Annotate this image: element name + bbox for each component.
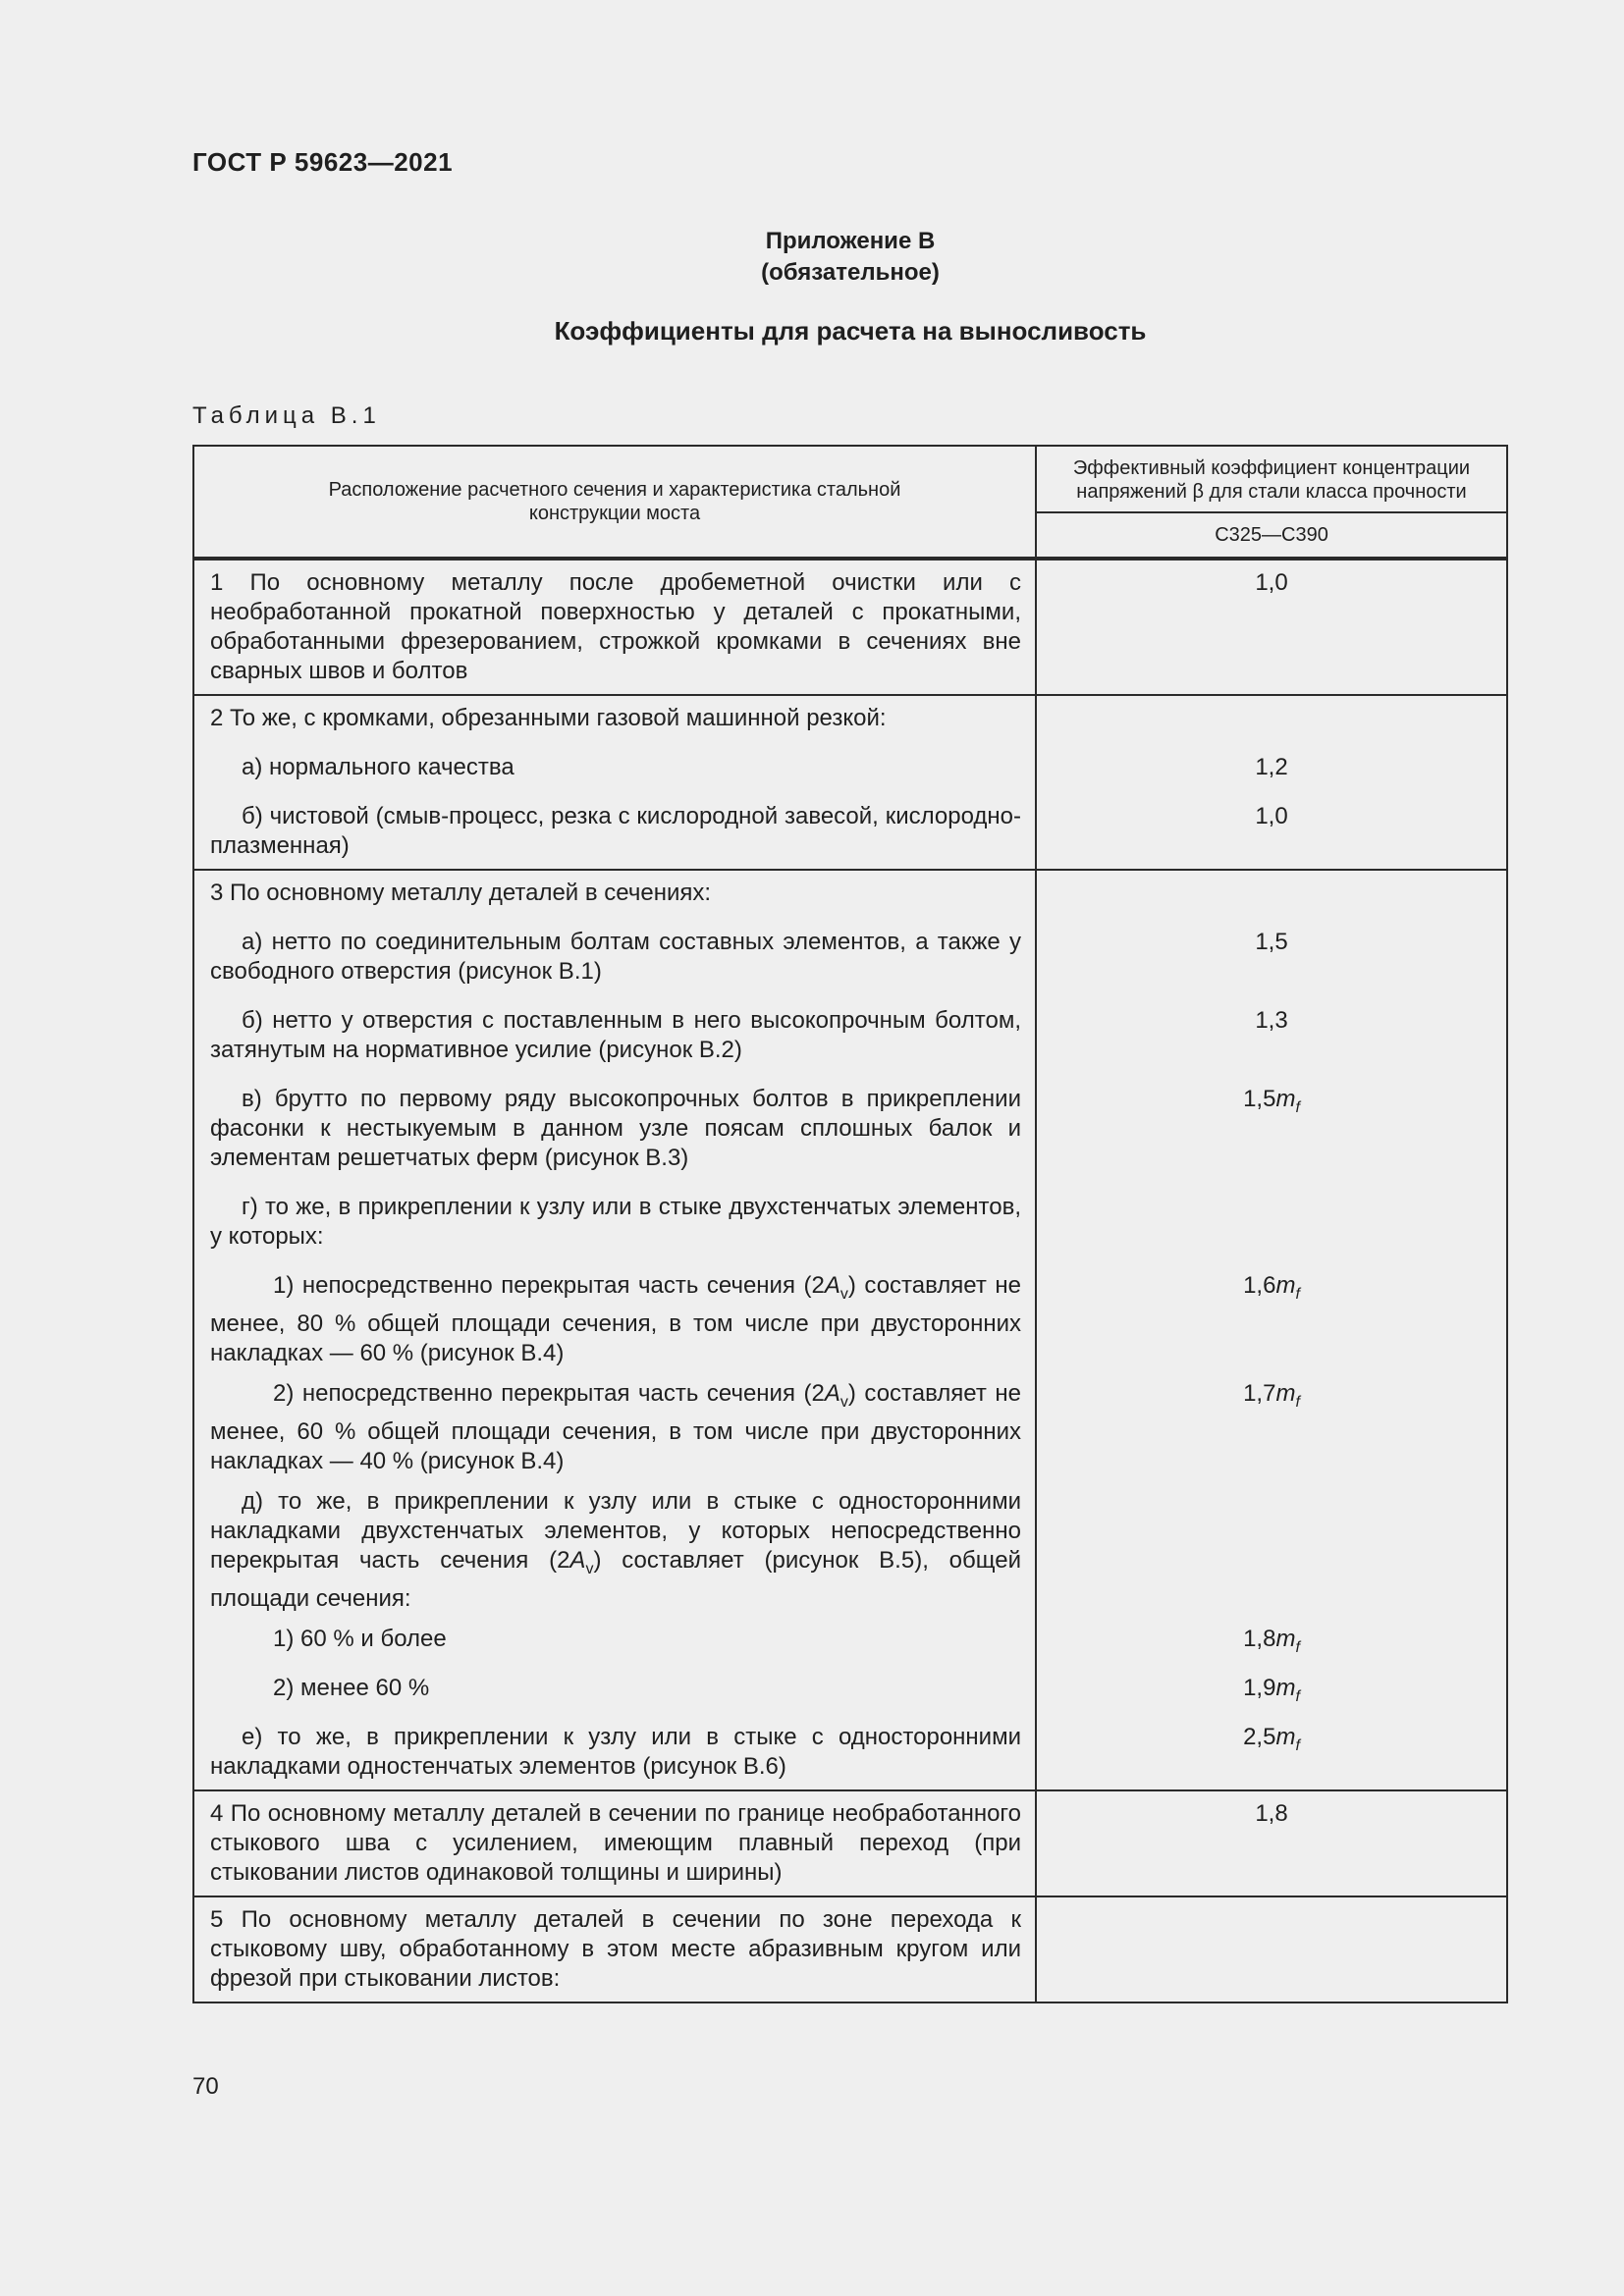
row-4-description: 4 По основному металлу деталей в сечении по границе необработанного стыкового шва с усилением, имеющим плавный переход (при стыковании листов одинаковой толщины и ширины) [193,1790,1036,1896]
row-3g2-value: $1,7m_f$ [1243,1380,1300,1411]
coefficients-table [192,445,1508,2003]
appendix-heading [192,226,1508,289]
row-2-heading: 2 То же, с кромками, обрезанными газовой машинной резкой: [210,705,887,731]
steel-grade-header: С325—С390 [1036,512,1507,558]
row-5-value [1036,1896,1507,2002]
table-row [193,560,1507,695]
row-3v-value: $1,5m_f$ [1243,1086,1300,1116]
row-3g1-text: 1) непосредственно перекрытая часть сечения $(2A_v)$ составляет не менее, 80 % общей площади сечения, в том числе при двусторонних накладках — 60 % (рисунок В.4) [210,1272,1022,1366]
row-3e-value: $2,5m_f$ [1243,1724,1300,1754]
row-3d2-value: $1,9m_f$ [1243,1675,1300,1705]
row-3g-text: г) то же, в прикреплении к узлу или в стыке двухстенчатых элементов, у которых: [210,1194,1021,1250]
page-number: 70 [192,2073,219,2100]
row-3-values [1036,870,1507,1790]
row-1-description: 1 По основному металлу после дробеметной очистки или с необработанной прокатной поверхностью у деталей с прокатными, обработанными фрезерованием, строжкой кромками в сечениях вне сварных швов и болтов [193,560,1036,695]
row-3b-value: 1,3 [1255,1007,1288,1034]
row-2b-text: б) чистовой (смыв-процесс, резка с кислородной завесой, кислородно-плазменная) [210,803,1021,859]
row-3v-text: в) брутто по первому ряду высокопрочных болтов в прикреплении фасонки к нестыкуемым в данном узле поясам сплошных балок и элементам решетчатых ферм (рисунок В.3) [210,1086,1021,1171]
row-3b-text: б) нетто у отверстия с поставленным в него высокопрочным болтом, затянутым на нормативное усилие (рисунок В.2) [210,1007,1021,1063]
section-title: Коэффициенты для расчета на выносливость [554,316,1147,346]
row-5-description: 5 По основному металлу деталей в сечении по зоне перехода к стыковому шву, обработанному в этом месте абразивным кругом или фрезой при стыковании листов: [193,1896,1036,2002]
table-label: Таблица В.1 [192,402,381,429]
row-3d1-value: $1,8m_f$ [1243,1626,1300,1656]
appendix-status: (обязательное) [761,259,940,286]
appendix-title: Приложение В [765,228,936,254]
row-3a-value: 1,5 [1255,929,1288,955]
row-4-value: 1,8 [1036,1790,1507,1896]
row-3a-text: а) нетто по соединительным болтам составных элементов, а также у свободного отверстия (рисунок В.1) [210,929,1021,985]
document-code: ГОСТ Р 59623—2021 [192,147,454,177]
row-3d-text: д) то же, в прикреплении к узлу или в стыке с односторонними накладками двухстенчатых элементов, у которых непосредственно перекрытая часть сечения $(2A_v)$ составляет (рисунок В.5), общей площади сечения: [210,1488,1022,1612]
row-3d1-text: 1) 60 % и более [273,1626,447,1652]
table-row [193,695,1507,870]
row-3d2-text: 2) менее 60 % [273,1675,430,1701]
table-row [193,1790,1507,1896]
table-header-row [193,446,1507,512]
row-1-value: 1,0 [1036,560,1507,695]
row-3e-text: е) то же, в прикреплении к узлу или в стыке с односторонними накладками одностенчатых элементов (рисунок В.6) [210,1724,1021,1780]
row-3-heading: 3 По основному металлу деталей в сечениях: [210,880,712,906]
col2-header: Эффективный коэффициент концентрации напряжений β для стали класса прочности [1036,446,1507,512]
row-2-values [1036,695,1507,870]
row-3g2-text: 2) непосредственно перекрытая часть сечения $(2A_v)$ составляет не менее, 60 % общей площади сечения, в том числе при двусторонних накладках — 40 % (рисунок В.4) [210,1380,1022,1474]
row-2-description [193,695,1036,870]
table-row [193,870,1507,1790]
row-3-description [193,870,1036,1790]
table-row [193,1896,1507,2002]
row-3g1-value: $1,6m_f$ [1243,1272,1300,1303]
row-2b-value: 1,0 [1255,803,1288,829]
row-2a-value: 1,2 [1255,754,1288,780]
row-2a-text: а) нормального качества [242,754,514,780]
col1-header: Расположение расчетного сечения и характеристика стальной конструкции моста [193,446,1036,558]
